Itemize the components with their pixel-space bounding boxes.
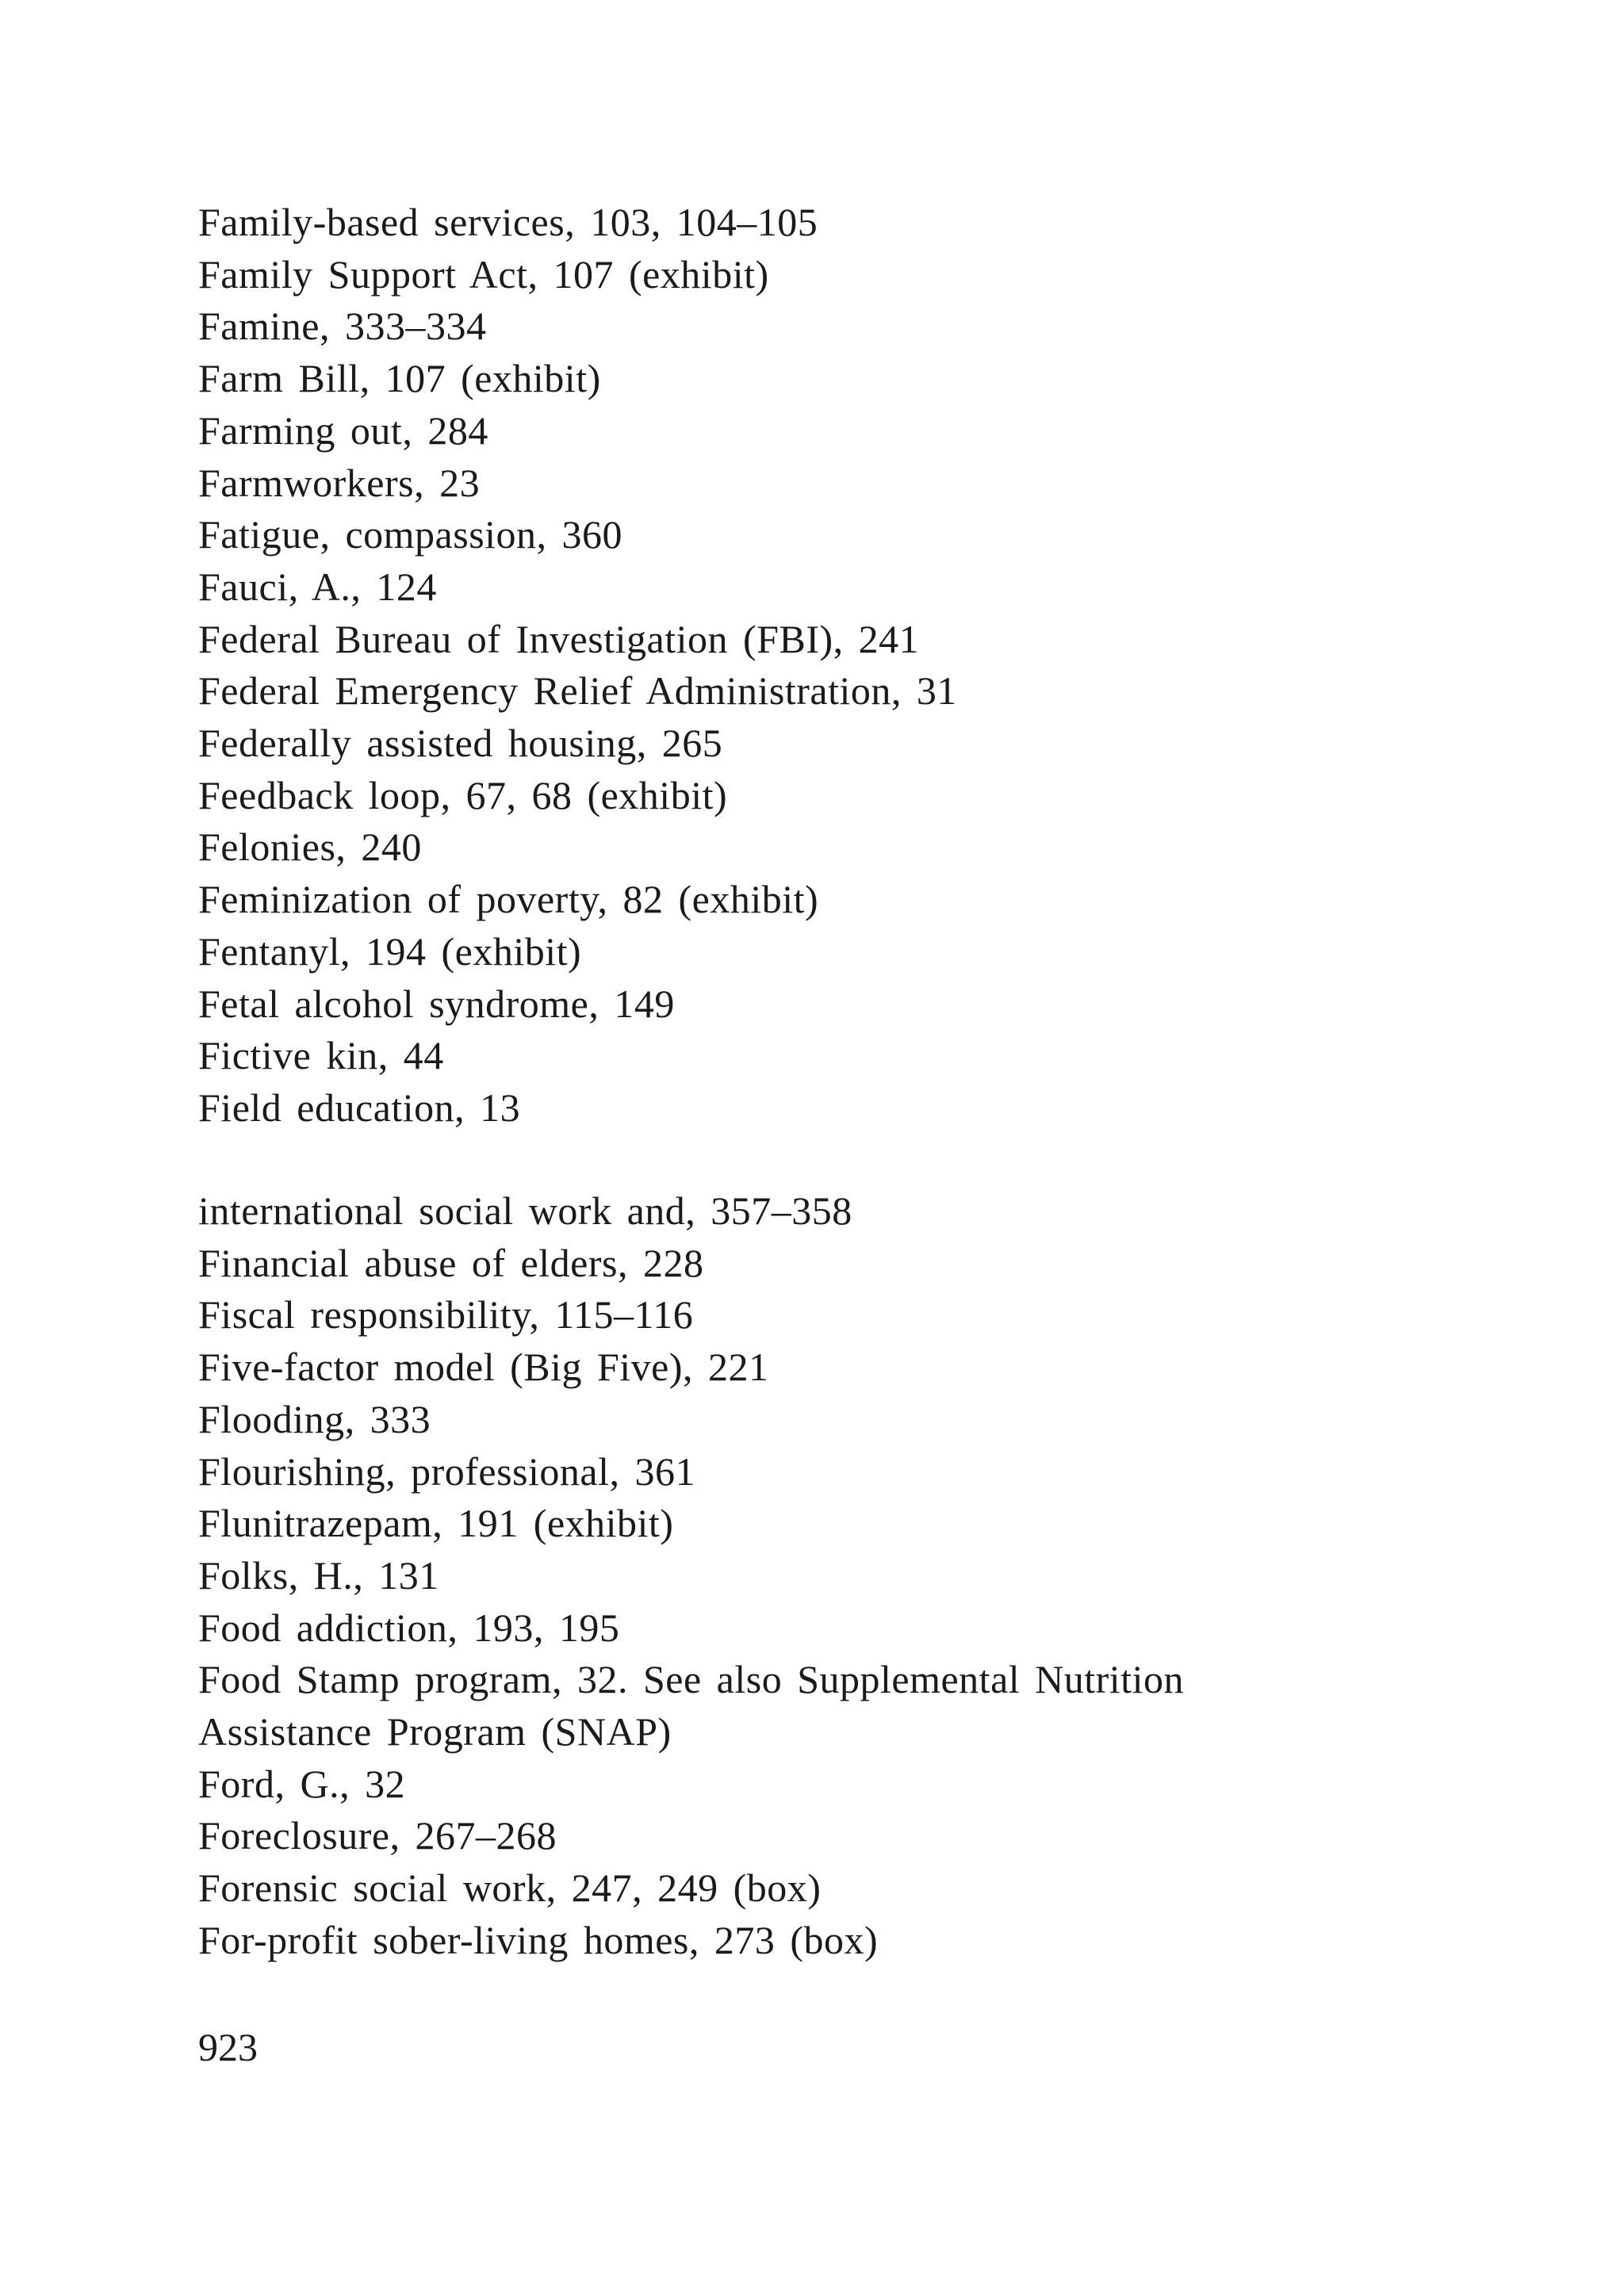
index-entry: Federally assisted housing, 265 [198, 721, 723, 766]
index-entry: Farming out, 284 [198, 408, 488, 453]
index-entry: Folks, H., 131 [198, 1552, 439, 1598]
index-entry: Forensic social work, 247, 249 (box) [198, 1866, 822, 1911]
index-entry: Family Support Act, 107 (exhibit) [198, 251, 769, 297]
index-entry: Fatigue, compassion, 360 [198, 512, 623, 557]
index-entry: Field education, 13 [198, 1085, 521, 1130]
index-entry: Foreclosure, 267–268 [198, 1813, 557, 1858]
index-entries-block [198, 197, 957, 1135]
index-entry: Farm Bill, 107 (exhibit) [198, 356, 601, 401]
index-entry: Fetal alcohol syndrome, 149 [198, 981, 675, 1026]
index-entry: Family-based services, 103, 104–105 [198, 200, 818, 244]
index-entry: Five-factor model (Big Five), 221 [198, 1345, 769, 1390]
index-entry: Farmworkers, 23 [198, 460, 481, 505]
index-entry: Food Stamp program, 32. See also Supplemental Nutrition [198, 1657, 1184, 1702]
index-subentry: international social work and, 357–358 [198, 1188, 852, 1233]
index-entry: Fiscal responsibility, 115–116 [198, 1292, 694, 1337]
index-entry: Food addiction, 193, 195 [198, 1605, 620, 1650]
index-entry: Feminization of poverty, 82 (exhibit) [198, 877, 819, 922]
index-entry: Flourishing, professional, 361 [198, 1448, 695, 1494]
index-entry: Financial abuse of elders, 228 [198, 1240, 704, 1285]
index-entry: Federal Emergency Relief Administration, 31 [198, 668, 957, 714]
index-entry-continuation: Assistance Program (SNAP) [198, 1709, 672, 1755]
index-entry: Felonies, 240 [198, 825, 422, 870]
index-entry: Famine, 333–334 [198, 304, 487, 349]
index-entry: Flooding, 333 [198, 1396, 431, 1441]
index-entry: Federal Bureau of Investigation (FBI), 241 [198, 616, 920, 661]
page-number: 923 [198, 2025, 258, 2069]
index-entry: Fentanyl, 194 (exhibit) [198, 928, 582, 974]
index-entry: Flunitrazepam, 191 (exhibit) [198, 1501, 674, 1546]
index-entry: For-profit sober-living homes, 273 (box) [198, 1917, 879, 1962]
index-entry: Feedback loop, 67, 68 (exhibit) [198, 772, 728, 817]
index-entry: Fauci, A., 124 [198, 564, 437, 609]
index-entries-block [198, 1185, 1184, 1967]
index-entry: Ford, G., 32 [198, 1761, 406, 1806]
index-entry: Fictive kin, 44 [198, 1033, 444, 1078]
